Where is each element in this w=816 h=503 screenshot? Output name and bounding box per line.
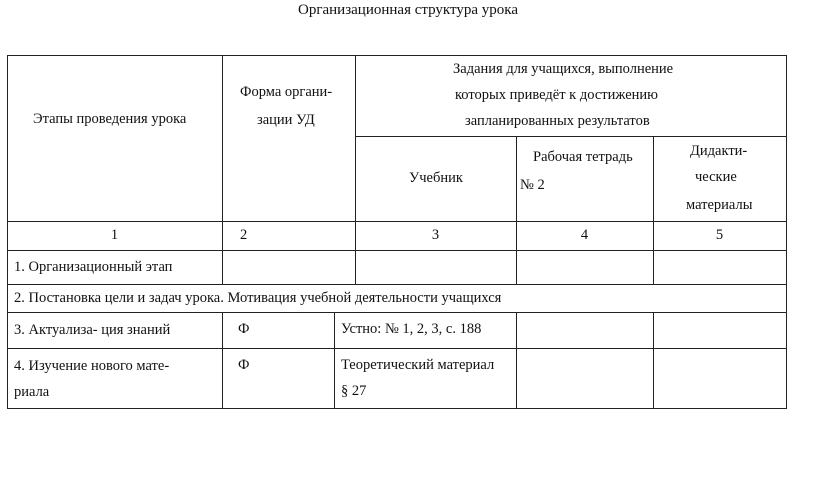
header-stages: Этапы проведения урока	[33, 111, 187, 127]
row-4-textbook-line1: Теоретический материал	[341, 357, 495, 373]
table-line-numbers-bottom	[7, 250, 787, 251]
col-divider-3-body	[516, 312, 517, 408]
header-didactic-line1: Дидакти-	[690, 143, 748, 159]
row-3-form: Ф	[238, 321, 250, 337]
header-didactic-line3: материалы	[686, 197, 753, 213]
col-divider-4-body	[653, 312, 654, 408]
header-form-line2: зации УД	[257, 112, 315, 128]
column-number-5: 5	[715, 227, 724, 243]
row-4-stage-line2: риала	[14, 384, 50, 400]
header-tasks-line1: Задания для учащихся, выполнение	[453, 61, 674, 77]
row-1-stage: 1. Организационный этап	[14, 259, 173, 275]
row-2-stage: 2. Постановка цели и задач урока. Мотивация учебной деятельности учащихся	[14, 290, 502, 306]
column-number-3: 3	[431, 227, 440, 243]
header-didactic-line2: ческие	[695, 169, 737, 185]
row-3-textbook: Устно: № 1, 2, 3, с. 188	[341, 321, 482, 337]
column-number-4: 4	[580, 227, 589, 243]
col-divider-4-header	[653, 136, 654, 284]
row-3-stage: 3. Актуализа- ция знаний	[14, 322, 171, 338]
header-workbook-line1: Рабочая тетрадь	[533, 149, 633, 165]
header-textbook: Учебник	[409, 170, 463, 186]
col-divider-2-header	[355, 55, 356, 284]
col-divider-1-body	[222, 312, 223, 408]
header-tasks-line3: запланированных результатов	[465, 113, 650, 129]
table-line-subheader	[355, 136, 787, 137]
table-line-row3-bottom	[7, 348, 787, 349]
column-number-2: 2	[240, 227, 248, 243]
row-4-stage-line1: 4. Изучение нового мате-	[14, 358, 170, 374]
table-border-right	[786, 55, 787, 408]
col-divider-3-header	[516, 136, 517, 284]
column-number-1: 1	[110, 227, 119, 243]
header-form-line1: Форма органи-	[240, 84, 333, 100]
document-title: Организационная структура урока	[298, 2, 518, 18]
row-4-textbook-line2: § 27	[341, 383, 367, 399]
table-border-bottom	[7, 408, 787, 409]
row-4-form: Ф	[238, 357, 250, 373]
header-tasks-line2: которых приведёт к достижению	[455, 87, 658, 103]
col-divider-2-body	[334, 312, 335, 408]
table-line-row2-bottom	[7, 312, 787, 313]
col-divider-1-header	[222, 55, 223, 284]
header-workbook-line2: № 2	[520, 177, 545, 193]
